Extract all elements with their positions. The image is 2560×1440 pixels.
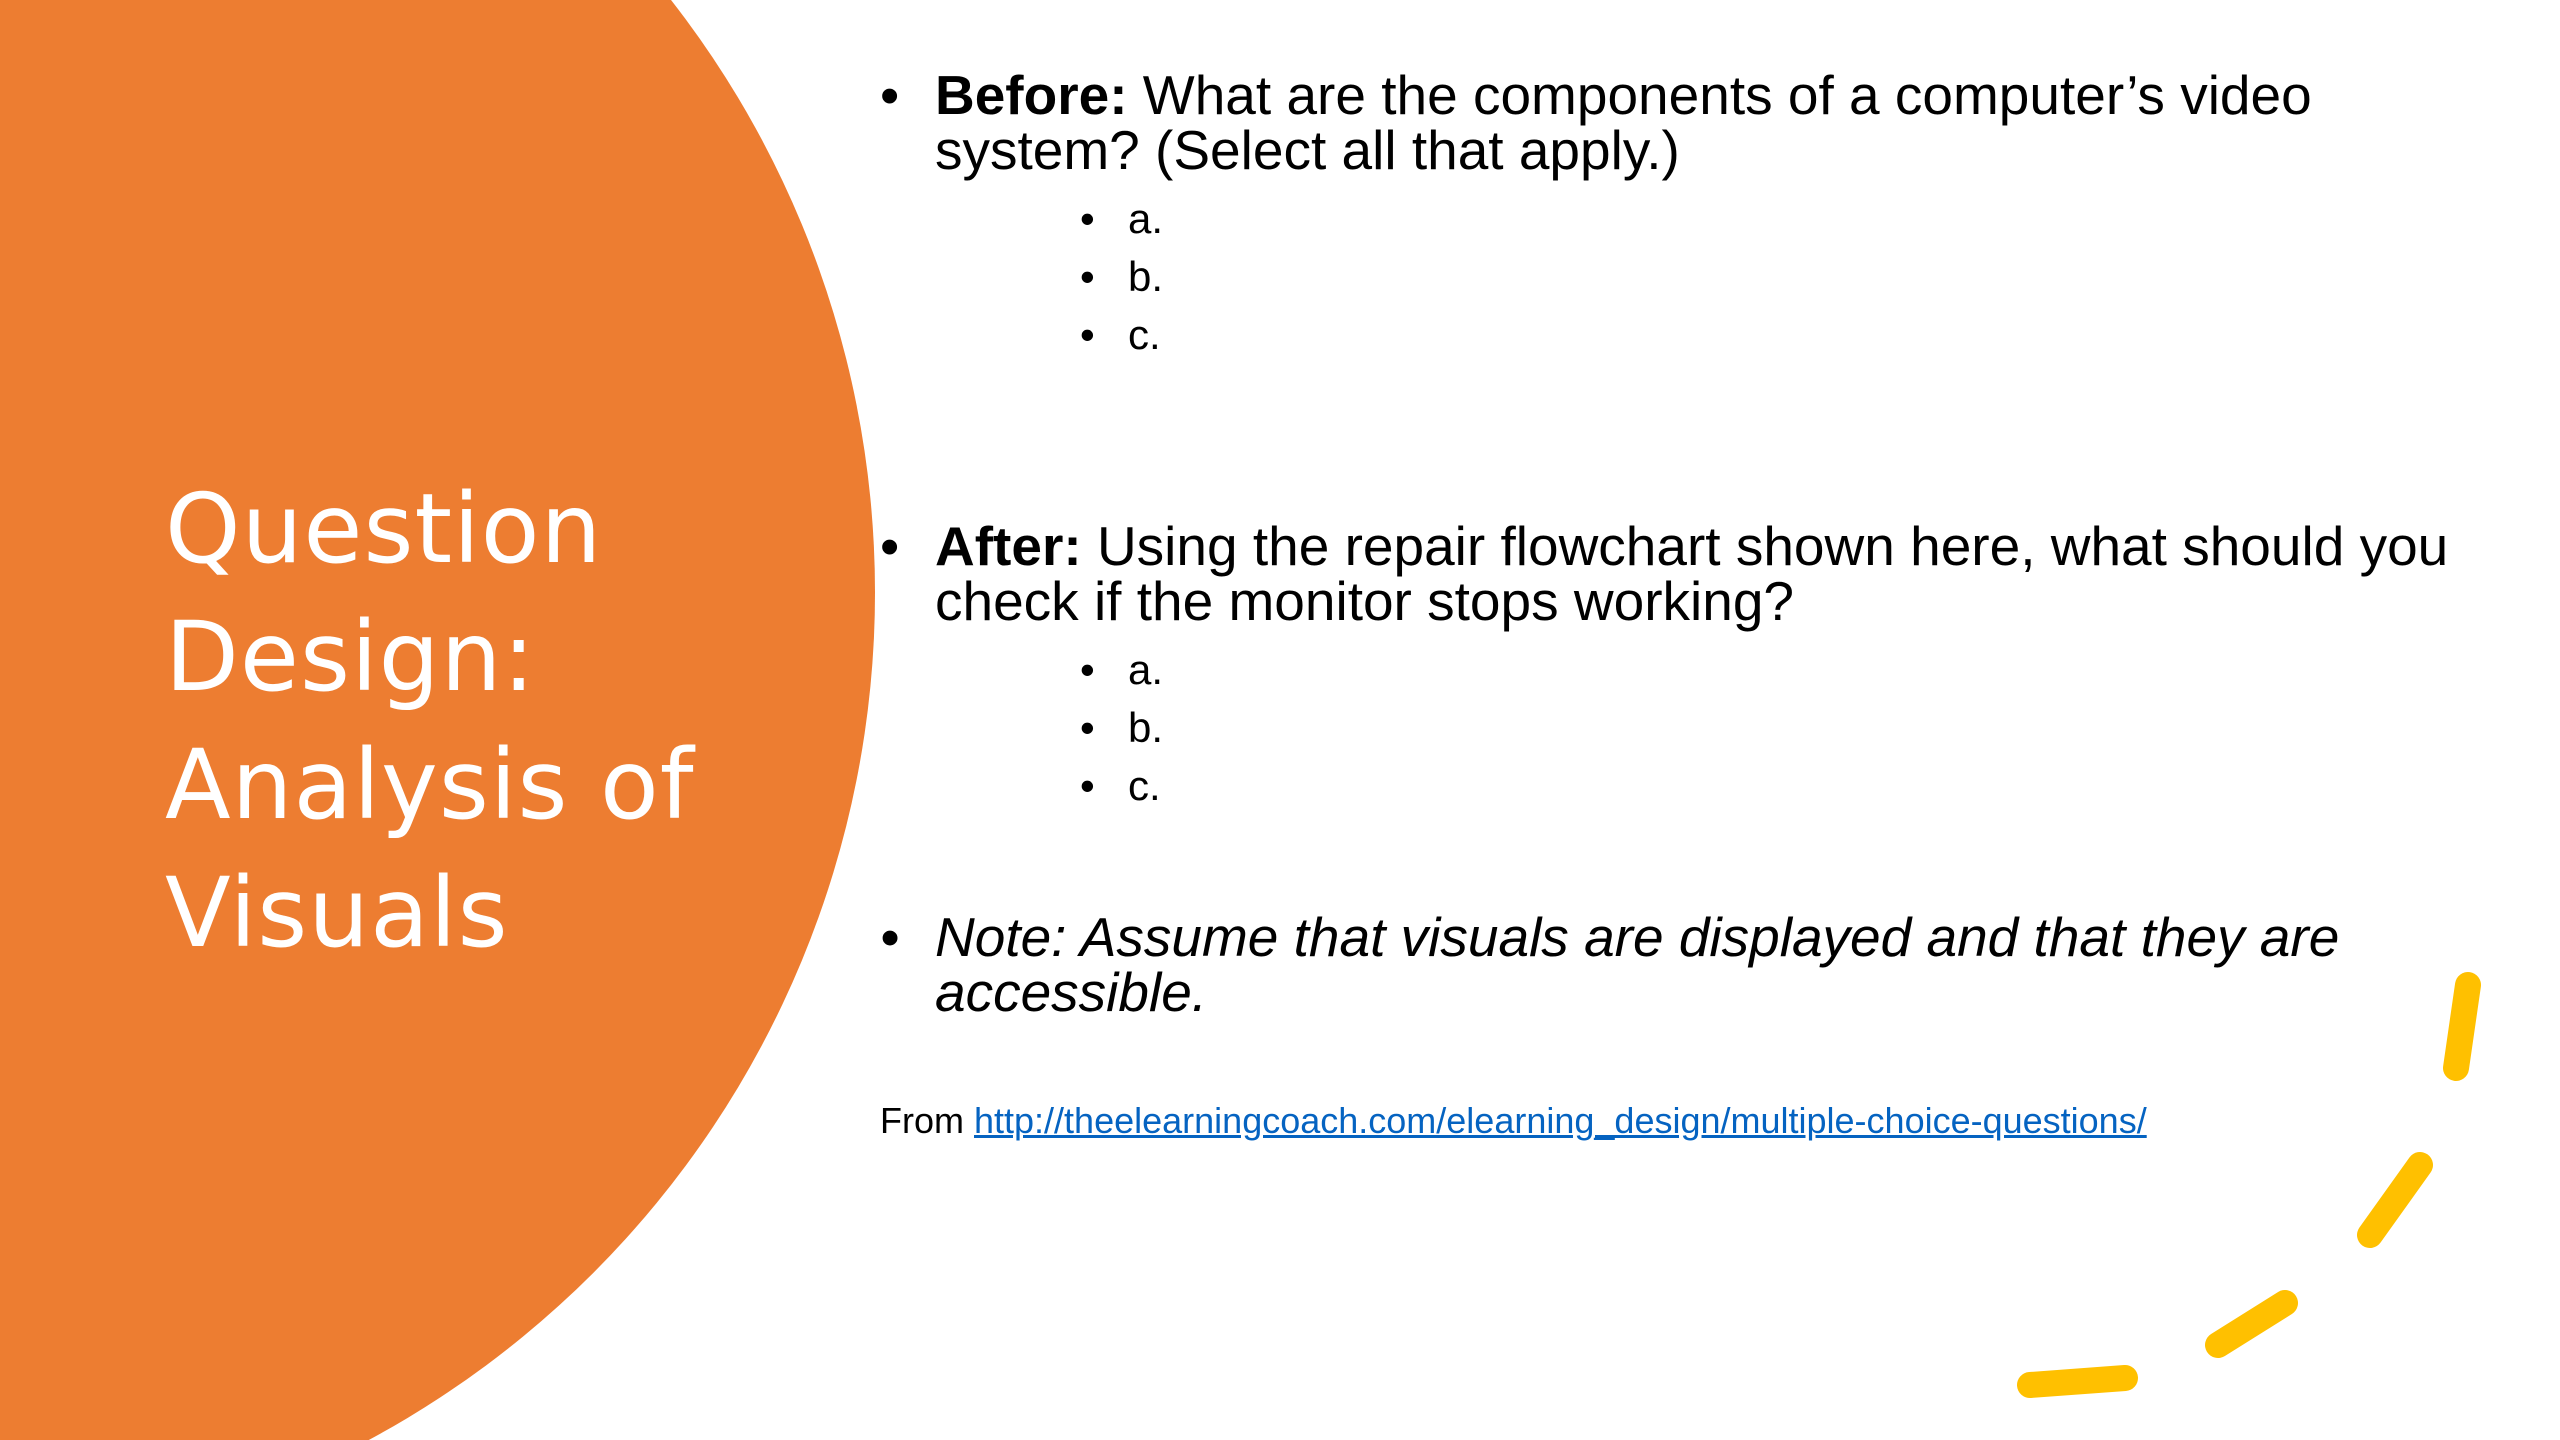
bullet-icon: • (1080, 704, 1095, 751)
question-lead: After: (935, 515, 1082, 577)
dash-segment (2030, 1378, 2125, 1385)
question-after (880, 515, 2500, 815)
answer-option-label: c. (1128, 311, 1161, 358)
answer-option (1080, 248, 2500, 306)
answer-options-list (935, 190, 2500, 364)
bullet-icon: • (1080, 195, 1095, 242)
note (880, 906, 2500, 1023)
source-link[interactable]: http://theelearningcoach.com/elearning_design/multiple-choice-questions/ (974, 1100, 2147, 1141)
answer-option (1080, 757, 2500, 815)
answer-option (1080, 641, 2500, 699)
bullet-icon: • (1080, 311, 1095, 358)
bullet-icon: • (1080, 646, 1095, 693)
answer-options-list (935, 641, 2500, 815)
answer-option (1080, 190, 2500, 248)
answer-option-label: b. (1128, 253, 1164, 300)
dash-segment (2218, 1303, 2285, 1345)
bullet-icon: • (880, 906, 900, 968)
answer-option (1080, 699, 2500, 757)
question-text: What are the components of a computer’s video system? (Select all that apply.) (935, 64, 2312, 181)
answer-option-label: a. (1128, 646, 1164, 693)
source-citation (880, 1100, 2147, 1142)
answer-option (1080, 306, 2500, 364)
answer-option-label: c. (1128, 762, 1161, 809)
slide-title: Question Design: Analysis of Visuals (165, 473, 695, 969)
note-text: Note: Assume that visuals are displayed and that they are accessible. (935, 906, 2340, 1023)
answer-option-label: b. (1128, 704, 1164, 751)
bullet-icon: • (1080, 253, 1095, 300)
question-lead: Before: (935, 64, 1128, 126)
bullet-icon: • (1080, 762, 1095, 809)
answer-option-label: a. (1128, 195, 1164, 242)
bullet-icon: • (880, 515, 900, 577)
source-prefix: From (880, 1100, 974, 1141)
slide-content (880, 64, 2500, 1023)
bullet-icon: • (880, 64, 900, 126)
question-before (880, 64, 2500, 364)
question-text: Using the repair flowchart shown here, what should you check if the monitor stops working? (935, 515, 2449, 632)
dash-segment (2370, 1165, 2420, 1235)
